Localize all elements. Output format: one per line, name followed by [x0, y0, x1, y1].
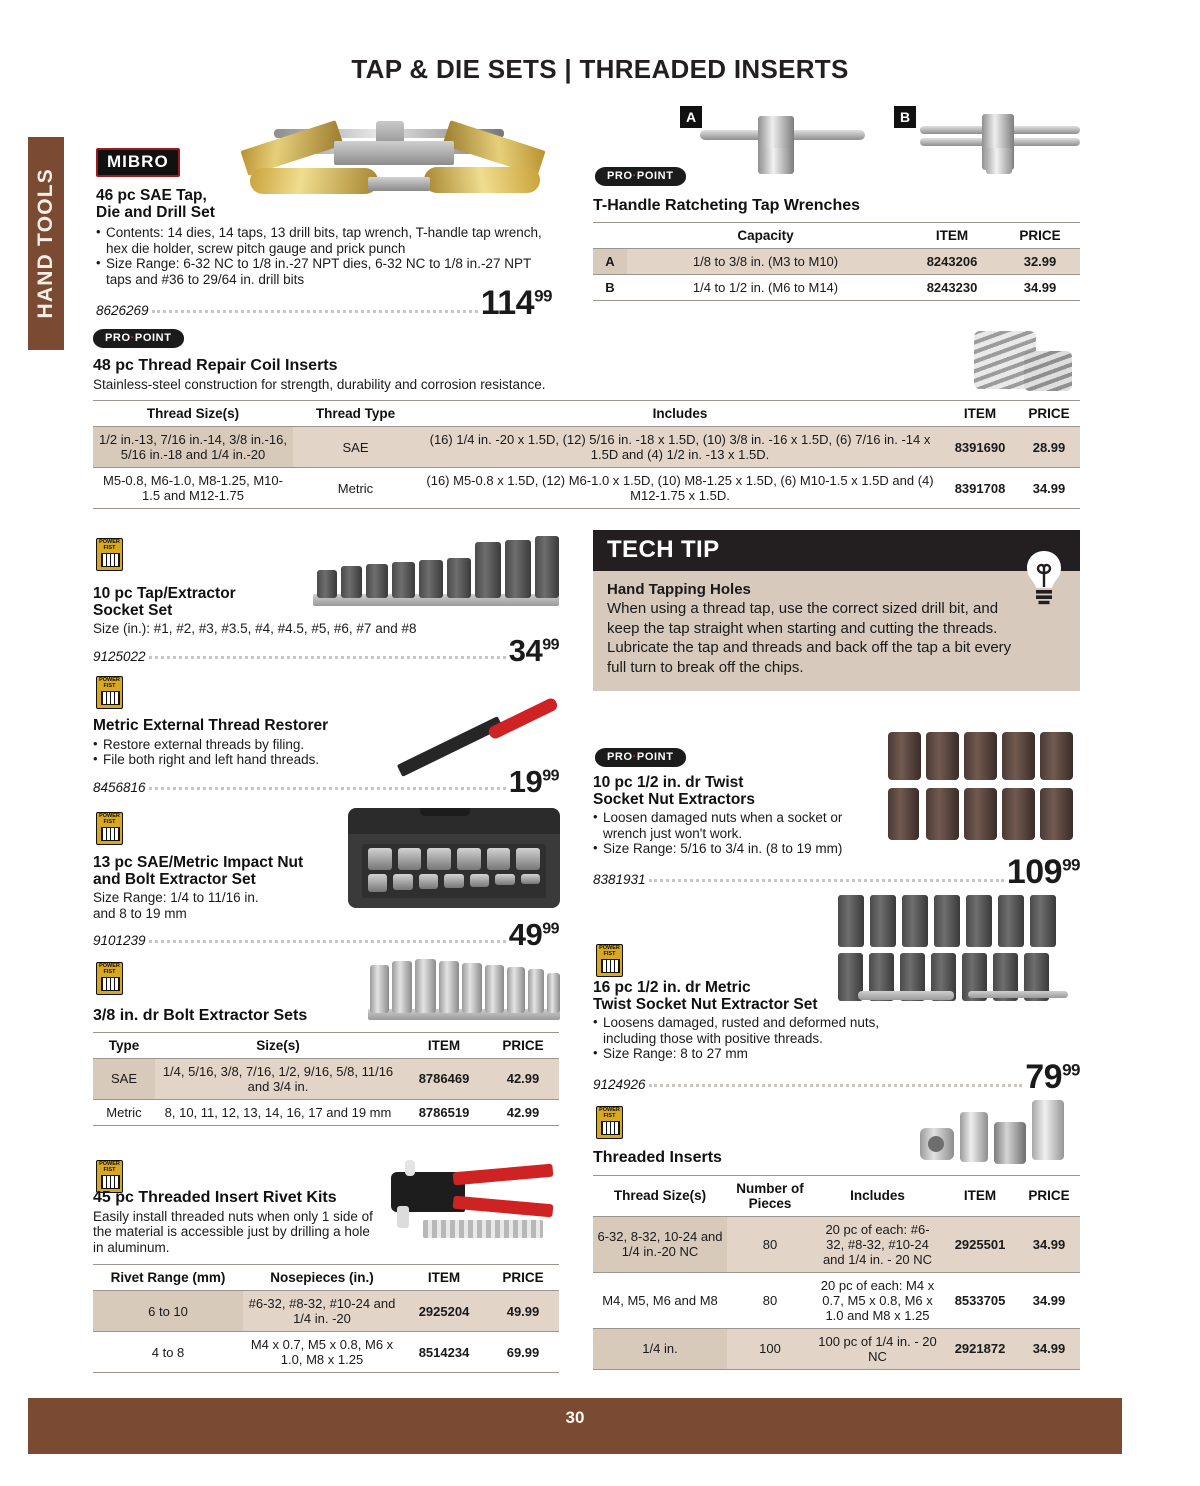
rivet-kits-desc: Easily install threaded nuts when only 1 side of the material is accessible just by drilling a hole in aluminum.: [93, 1208, 373, 1255]
col-price: PRICE: [502, 1270, 544, 1285]
power-fist-badge: POWER FIST: [96, 676, 123, 709]
col-price: PRICE: [1028, 406, 1070, 421]
cell-item: 8391690: [942, 427, 1018, 468]
thread-restorer-bullet-1: • Restore external threads by filing.: [93, 737, 559, 753]
cell-price: 34.99: [1018, 1216, 1080, 1272]
thread-restorer-sku: 8456816: [93, 779, 146, 795]
leader-dots: [149, 940, 506, 943]
col-thread-type: Thread Type: [315, 406, 396, 421]
power-fist-logo-bolt-extractor: [96, 962, 123, 995]
tap-extractor-socket-desc: Size (in.): #1, #2, #3, #3.5, #4, #4.5, #5, #6, #7 and #8: [93, 621, 417, 636]
category-tab-label: HAND TOOLS: [34, 168, 57, 319]
twist-socket-sae-sku: 8381931: [593, 871, 646, 887]
impact-nut-bolt-price: $49^{99}$: [508, 917, 559, 952]
leader-dots: [649, 879, 1004, 882]
tap-die-set-name: 46 pc SAE Tap, Die and Drill Set: [96, 187, 215, 221]
col-includes: Includes: [850, 1188, 905, 1203]
col-price: PRICE: [502, 1037, 544, 1053]
cell-thread-type: SAE: [293, 427, 418, 468]
col-item: ITEM: [427, 1270, 461, 1285]
col-price: PRICE: [1019, 227, 1061, 243]
cell-type: Metric: [106, 1104, 142, 1120]
impact-nut-bolt-sku: 9101239: [93, 933, 146, 948]
cell-item: 8243230: [926, 279, 978, 295]
thread-restorer-bullet-2: • File both right and left hand threads.: [93, 752, 559, 768]
col-ref: [593, 222, 627, 248]
cell-price: 34.99: [1023, 279, 1057, 295]
tech-tip-text: When using a thread tap, use the correct sized drill bit, and keep the tap straight when starting and cutting the threads. Lubricate the tap and threads and back off the tap a bit every full turn to break off the chips.: [607, 600, 1012, 676]
table-row: [593, 1328, 1080, 1369]
coil-inserts-table: [93, 400, 1080, 509]
cell-rivet-range: 4 to 8: [151, 1344, 185, 1360]
col-rivet-range: Rivet Range (mm): [110, 1270, 226, 1285]
col-thread-sizes: Thread Size(s): [613, 1188, 707, 1203]
tap-die-set-sku: 8626269: [96, 303, 149, 318]
cell-ref: B: [605, 279, 615, 295]
coil-inserts-subtitle: Stainless-steel construction for strength, durability and corrosion resistance.: [93, 376, 546, 392]
table-row: [593, 1272, 1080, 1328]
twist-socket-metric-sku: 9124926: [593, 1076, 646, 1092]
col-item: ITEM: [963, 406, 997, 421]
impact-nut-bolt-desc-2: and 8 to 19 mm: [93, 905, 187, 921]
cell-pieces: 80: [727, 1216, 813, 1272]
power-fist-logo-tap-extractor: [96, 538, 123, 571]
table-row: [593, 1216, 1080, 1272]
power-fist-logo-twist-metric: [596, 944, 623, 977]
power-fist-badge: POWER FIST: [96, 962, 123, 995]
table-row: [93, 427, 1080, 468]
col-item: ITEM: [427, 1037, 461, 1053]
twist-socket-sae-bullet-1: • Loosen damaged nuts when a socket or wrench just won't work.: [593, 810, 878, 841]
leader-dots: [149, 656, 506, 659]
leader-dots: [649, 1084, 1023, 1087]
cell-capacity: 1/8 to 3/8 in. (M3 to M10): [627, 248, 904, 274]
pro-point-logo-text: PRO·POINT: [595, 748, 686, 767]
lightbulb-icon: [1022, 549, 1066, 605]
power-fist-badge: POWER FIST: [96, 1160, 123, 1193]
cell-item: 2925501: [942, 1216, 1018, 1272]
cell-pieces: 80: [762, 1292, 778, 1308]
twist-socket-metric-bullet-1: • Loosens damaged, rusted and deformed nuts, including those with positive threads.: [593, 1015, 918, 1046]
col-item: ITEM: [935, 227, 969, 243]
col-capacity: Capacity: [737, 227, 794, 243]
col-type: Type: [108, 1037, 140, 1053]
col-price: PRICE: [1028, 1188, 1070, 1203]
category-tab-hand-tools: [28, 137, 64, 350]
cell-item: 2925204: [401, 1291, 487, 1332]
footer-bar: [28, 1398, 1122, 1454]
pro-point-logo-text: PRO·POINT: [595, 167, 686, 186]
cell-capacity: 1/4 to 1/2 in. (M6 to M14): [692, 279, 839, 295]
cell-sizes: 1/4, 5/16, 3/8, 7/16, 1/2, 9/16, 5/8, 11/16 and 3/4 in.: [155, 1058, 401, 1099]
table-row: [93, 1291, 559, 1332]
cell-price: 42.99: [506, 1104, 540, 1120]
col-item: ITEM: [963, 1188, 997, 1203]
mibro-logo: [96, 148, 180, 177]
page-title: TAP & DIE SETS | THREADED INSERTS: [351, 54, 849, 84]
tech-tip-title: Hand Tapping Holes: [607, 581, 751, 598]
cell-price: 28.99: [1018, 427, 1080, 468]
cell-item: 8514234: [418, 1344, 470, 1360]
cell-price: 69.99: [506, 1344, 540, 1360]
cell-price: 42.99: [487, 1058, 559, 1099]
table-row: [93, 1099, 559, 1125]
tap-wrench-a-marker: A: [680, 106, 702, 128]
cell-thread-sizes: M5-0.8, M6-1.0, M8-1.25, M10-1.5 and M12-1.75: [103, 473, 283, 503]
cell-ref: A: [593, 248, 627, 274]
cell-type: SAE: [93, 1058, 155, 1099]
pro-point-logo-coil: [93, 328, 184, 348]
pro-point-logo-text: PRO·POINT: [93, 329, 184, 348]
cell-sizes: 8, 10, 11, 12, 13, 14, 16, 17 and 19 mm: [164, 1104, 392, 1120]
impact-nut-bolt-name: 13 pc SAE/Metric Impact Nut and Bolt Extractor Set: [93, 854, 304, 888]
tap-wrench-b-photo: [920, 108, 1080, 180]
tap-wrench-a-photo: [700, 108, 865, 180]
col-thread-sizes: Thread Size(s): [146, 406, 240, 421]
twist-socket-metric-bullet-2: • Size Range: 8 to 27 mm: [593, 1046, 918, 1062]
cell-rivet-range: 6 to 10: [93, 1291, 243, 1332]
page-number: 30: [565, 1408, 585, 1427]
tap-die-set-price: $114^{99}$: [480, 284, 552, 322]
tap-die-set-bullet-1: • Contents: 14 dies, 14 taps, 13 drill bits, tap wrench, T-handle tap wrench, hex die holder, screw pitch gauge and prick punch: [96, 225, 552, 256]
cell-includes: 100 pc of 1/4 in. - 20 NC: [813, 1328, 942, 1369]
cell-nosepieces: M4 x 0.7, M5 x 0.8, M6 x 1.0, M8 x 1.25: [250, 1337, 394, 1367]
cell-price: 34.99: [1032, 480, 1066, 496]
twist-socket-sae-name: 10 pc 1/2 in. dr Twist Socket Nut Extractors: [593, 774, 755, 808]
cell-price: 49.99: [487, 1291, 559, 1332]
power-fist-logo-restorer: [96, 676, 123, 709]
table-row: [93, 1332, 559, 1373]
rivet-kits-title: 45 pc Threaded Insert Rivet Kits: [93, 1189, 337, 1206]
tap-extractor-socket-name: 10 pc Tap/Extractor Socket Set: [93, 585, 236, 619]
tap-wrenches-title: T-Handle Ratcheting Tap Wrenches: [593, 197, 861, 214]
coil-inserts-title: 48 pc Thread Repair Coil Inserts: [93, 357, 338, 374]
power-fist-badge: POWER FIST: [96, 812, 123, 845]
cell-includes: (16) M5-0.8 x 1.5D, (12) M6-1.0 x 1.5D, (10) M8-1.25 x 1.5D, (6) M10-1.5 x 1.5D and (4) M12-1.75 x 1.5D.: [426, 473, 934, 503]
cell-item: 8391708: [954, 480, 1006, 496]
table-row: [593, 248, 1080, 274]
power-fist-badge: POWER FIST: [96, 538, 123, 571]
thread-restorer-price: $19^{99}$: [508, 763, 559, 799]
cell-thread-sizes: 6-32, 8-32, 10-24 and 1/4 in.-20 NC: [593, 1216, 727, 1272]
rivet-kits-table: [93, 1264, 559, 1373]
col-nosepieces: Nosepieces (in.): [270, 1270, 374, 1285]
col-number-of-pieces: Number of Pieces: [736, 1180, 804, 1211]
twist-socket-sae-price: $109^{99}$: [1006, 852, 1080, 891]
cell-thread-sizes: 1/2 in.-13, 7/16 in.-14, 3/8 in.-16, 5/16 in.-18 and 1/4 in.-20: [93, 427, 293, 468]
twist-socket-metric-price: $79^{99}$: [1025, 1057, 1080, 1096]
tap-die-set-bullet-2: • Size Range: 6-32 NC to 1/8 in.-27 NPT dies, 6-32 NC to 1/8 in.-27 NPT taps and #36 to 29/64 in. drill bits: [96, 256, 552, 287]
tap-extractor-socket-price: $34^{99}$: [508, 632, 559, 668]
cell-item: 8533705: [954, 1292, 1006, 1308]
cell-item: 8786519: [418, 1104, 470, 1120]
cell-includes: 20 pc of each: M4 x 0.7, M5 x 0.8, M6 x 1.0 and M8 x 1.25: [820, 1277, 935, 1323]
power-fist-logo-impact-nut: [96, 812, 123, 845]
tech-tip-header: TECH TIP: [593, 530, 1080, 571]
mibro-logo-text: MIBRO: [96, 148, 180, 177]
cell-thread-type: Metric: [337, 480, 374, 496]
threaded-inserts-title: Threaded Inserts: [593, 1149, 722, 1166]
thread-restorer-name: Metric External Thread Restorer: [93, 717, 329, 734]
cell-item: 8786469: [401, 1058, 487, 1099]
pro-point-logo-twist-socket: [595, 747, 686, 767]
power-fist-badge: POWER FIST: [596, 1106, 623, 1139]
bolt-extractor-sets-title: 3/8 in. dr Bolt Extractor Sets: [93, 1007, 308, 1024]
tap-wrenches-table: [593, 222, 1080, 301]
cell-thread-sizes: 1/4 in.: [593, 1328, 727, 1369]
power-fist-badge: POWER FIST: [596, 944, 623, 977]
table-row: [93, 468, 1080, 509]
table-row: [593, 274, 1080, 300]
tap-extractor-socket-sku: 9125022: [93, 648, 146, 664]
bolt-extractor-sets-table: [93, 1032, 559, 1126]
cell-price: 32.99: [1000, 248, 1080, 274]
leader-dots: [149, 787, 506, 790]
cell-price: 34.99: [1032, 1292, 1066, 1308]
table-row: [93, 1058, 559, 1099]
twist-socket-sae-bullet-2: • Size Range: 5/16 to 3/4 in. (8 to 19 mm): [593, 841, 893, 857]
cell-includes: (16) 1/4 in. -20 x 1.5D, (12) 5/16 in. -18 x 1.5D, (10) 3/8 in. -16 x 1.5D, (6) 7/16 in. -14 x 1.5D and (4) 1/2 in. -13 x 1.5D.: [418, 427, 942, 468]
cell-thread-sizes: M4, M5, M6 and M8: [602, 1292, 718, 1308]
cell-includes: 20 pc of each: #6-32, #8-32, #10-24 and 1/4 in. - 20 NC: [813, 1216, 942, 1272]
tap-wrench-b-marker: B: [894, 106, 916, 128]
cell-nosepieces: #6-32, #8-32, #10-24 and 1/4 in. -20: [243, 1291, 401, 1332]
impact-nut-bolt-desc-1: Size Range: 1/4 to 11/16 in.: [93, 890, 259, 905]
leader-dots: [152, 310, 478, 313]
col-sizes: Size(s): [256, 1037, 300, 1053]
pro-point-logo-wrenches: [595, 166, 686, 186]
col-includes: Includes: [652, 406, 708, 421]
power-fist-logo-threaded-inserts: [596, 1106, 623, 1139]
threaded-inserts-table: [593, 1175, 1080, 1370]
tech-tip-box: [593, 530, 1080, 691]
twist-socket-metric-name: 16 pc 1/2 in. dr Metric Twist Socket Nut Extractor Set: [593, 979, 818, 1013]
cell-pieces: 100: [727, 1328, 813, 1369]
cell-item: 8243206: [904, 248, 1000, 274]
cell-price: 34.99: [1018, 1328, 1080, 1369]
cell-item: 2921872: [942, 1328, 1018, 1369]
